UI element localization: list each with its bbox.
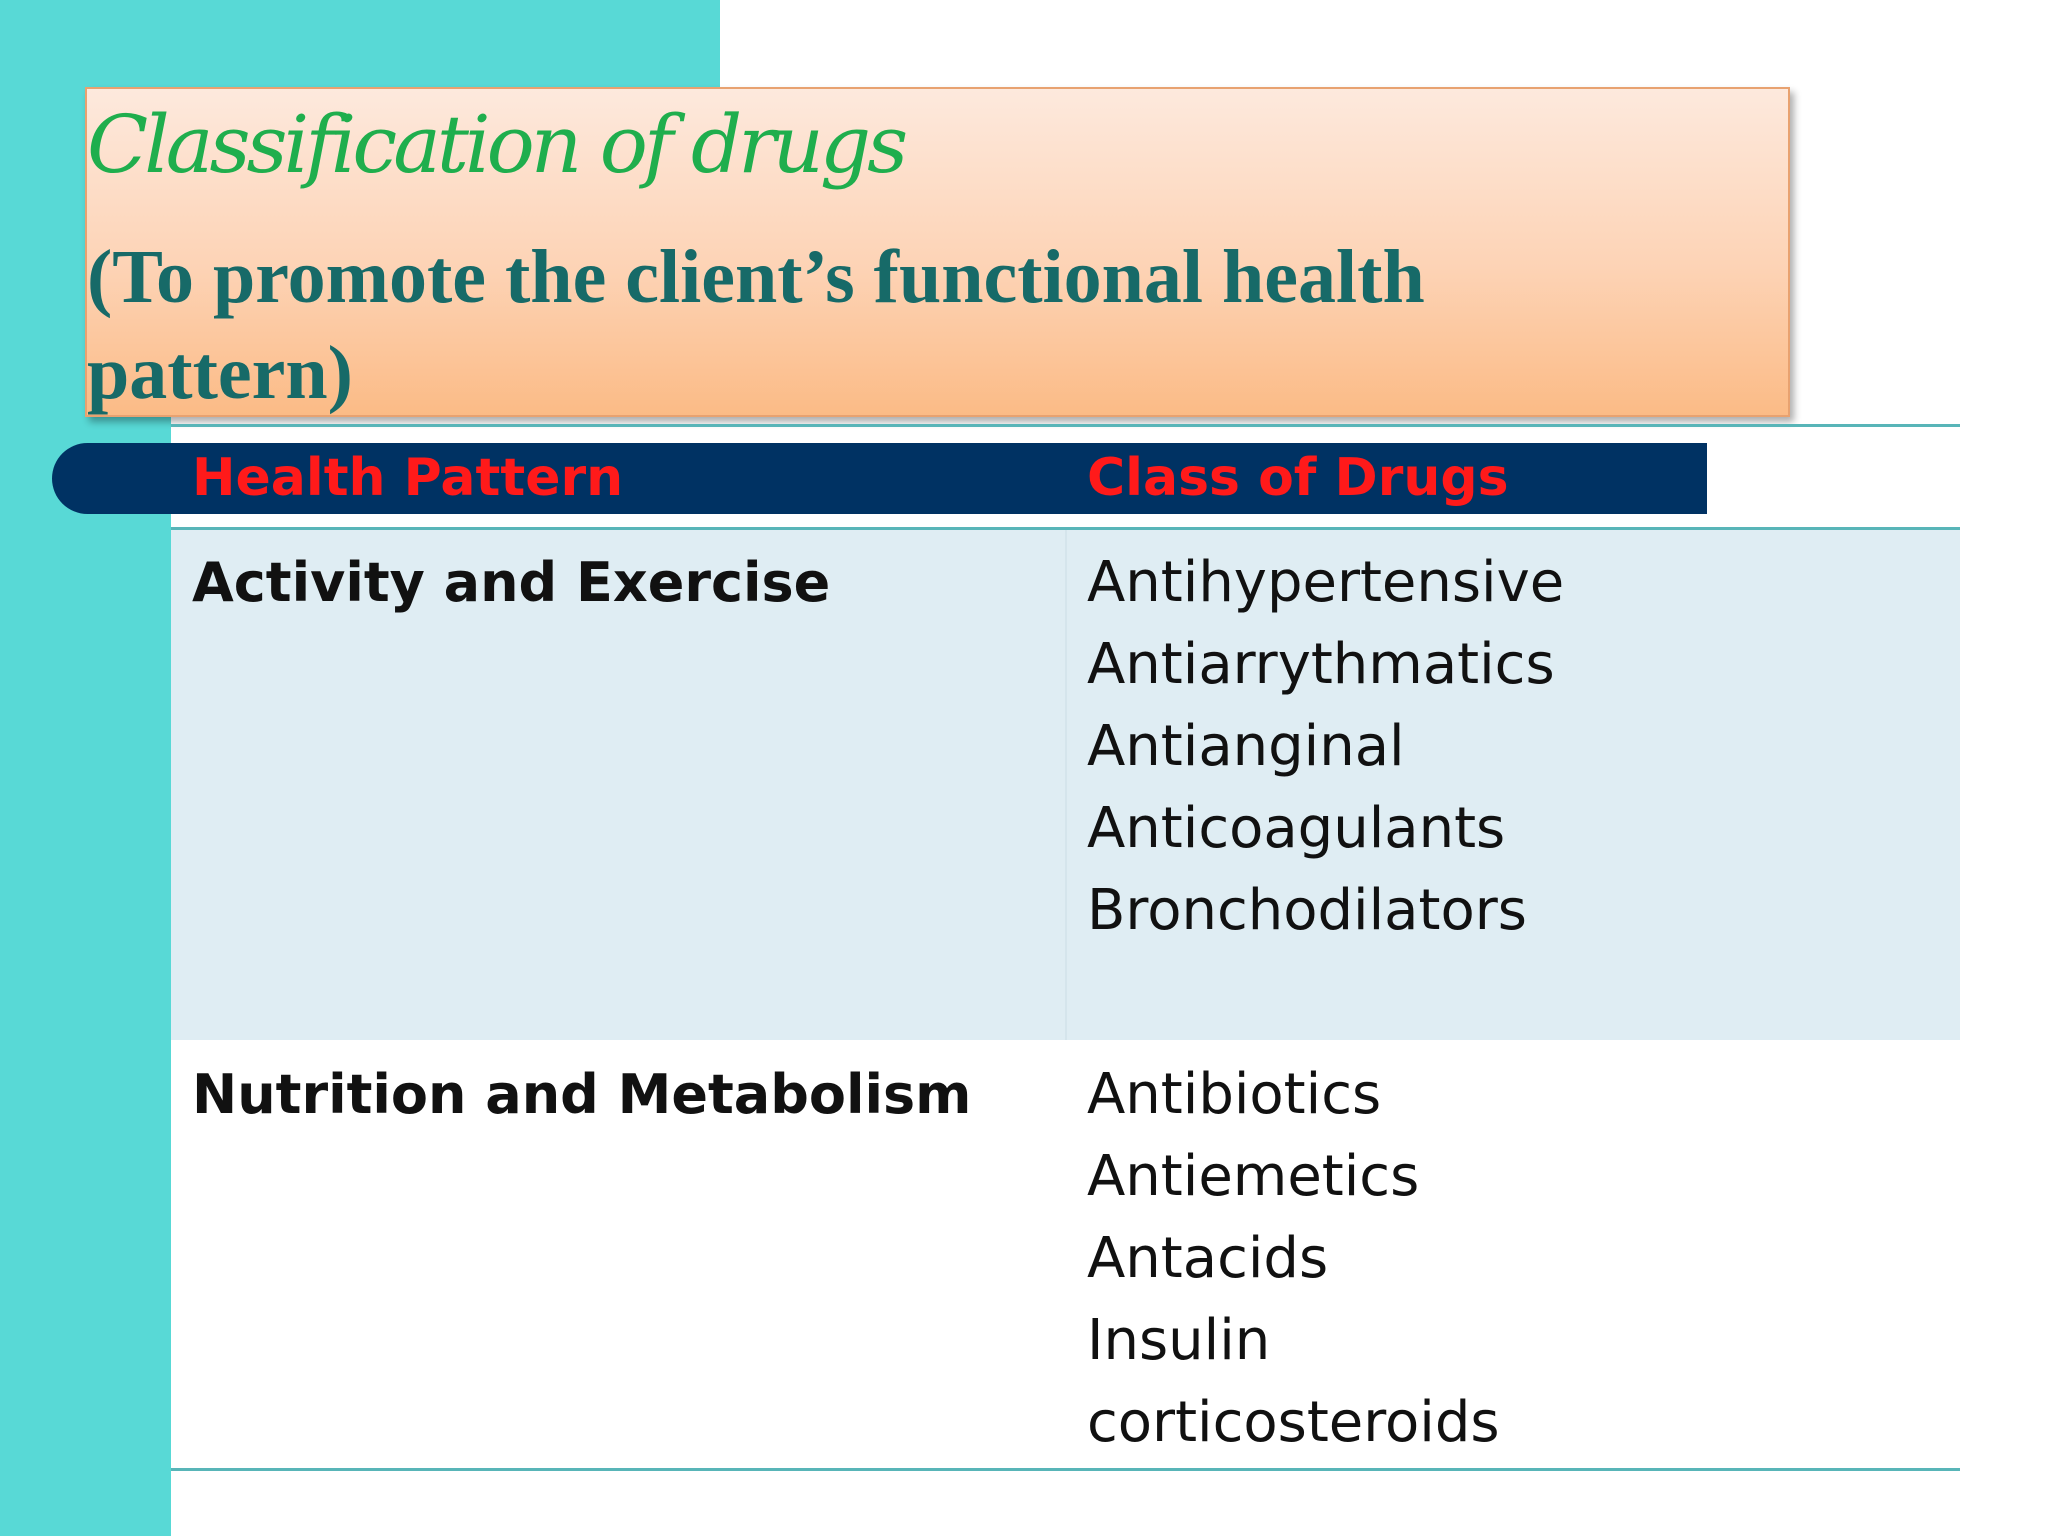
table-bottom-rule [171, 1468, 1960, 1471]
list-item: Antianginal [1087, 714, 1405, 779]
pattern-activity-exercise: Activity and Exercise [192, 551, 831, 614]
list-item: Antihypertensive [1087, 550, 1565, 615]
slide-title: Classification of drugs [87, 98, 905, 191]
title-box [85, 87, 1790, 417]
pattern-nutrition-metabolism: Nutrition and Metabolism [192, 1063, 972, 1126]
table-top-rule [171, 424, 1960, 427]
list-item: Bronchodilators [1087, 878, 1527, 943]
list-item: Anticoagulants [1087, 796, 1506, 861]
list-item: Antiarrythmatics [1087, 632, 1555, 697]
list-item: Antibiotics [1087, 1062, 1382, 1127]
header-health-pattern: Health Pattern [192, 448, 624, 508]
list-item: corticosteroids [1087, 1390, 1500, 1455]
header-class-of-drugs: Class of Drugs [1087, 448, 1509, 508]
header-bottom-rule [171, 527, 1960, 530]
list-item: Antacids [1087, 1226, 1329, 1291]
list-item: Insulin [1087, 1308, 1271, 1373]
list-item: Antiemetics [1087, 1144, 1420, 1209]
slide-subtitle: (To promote the client’s functional health pattern) [87, 235, 1425, 415]
drug-list-nutrition-metabolism [1087, 1054, 1500, 1464]
drug-list-activity-exercise [1087, 542, 1564, 952]
column-divider [1065, 530, 1067, 1040]
